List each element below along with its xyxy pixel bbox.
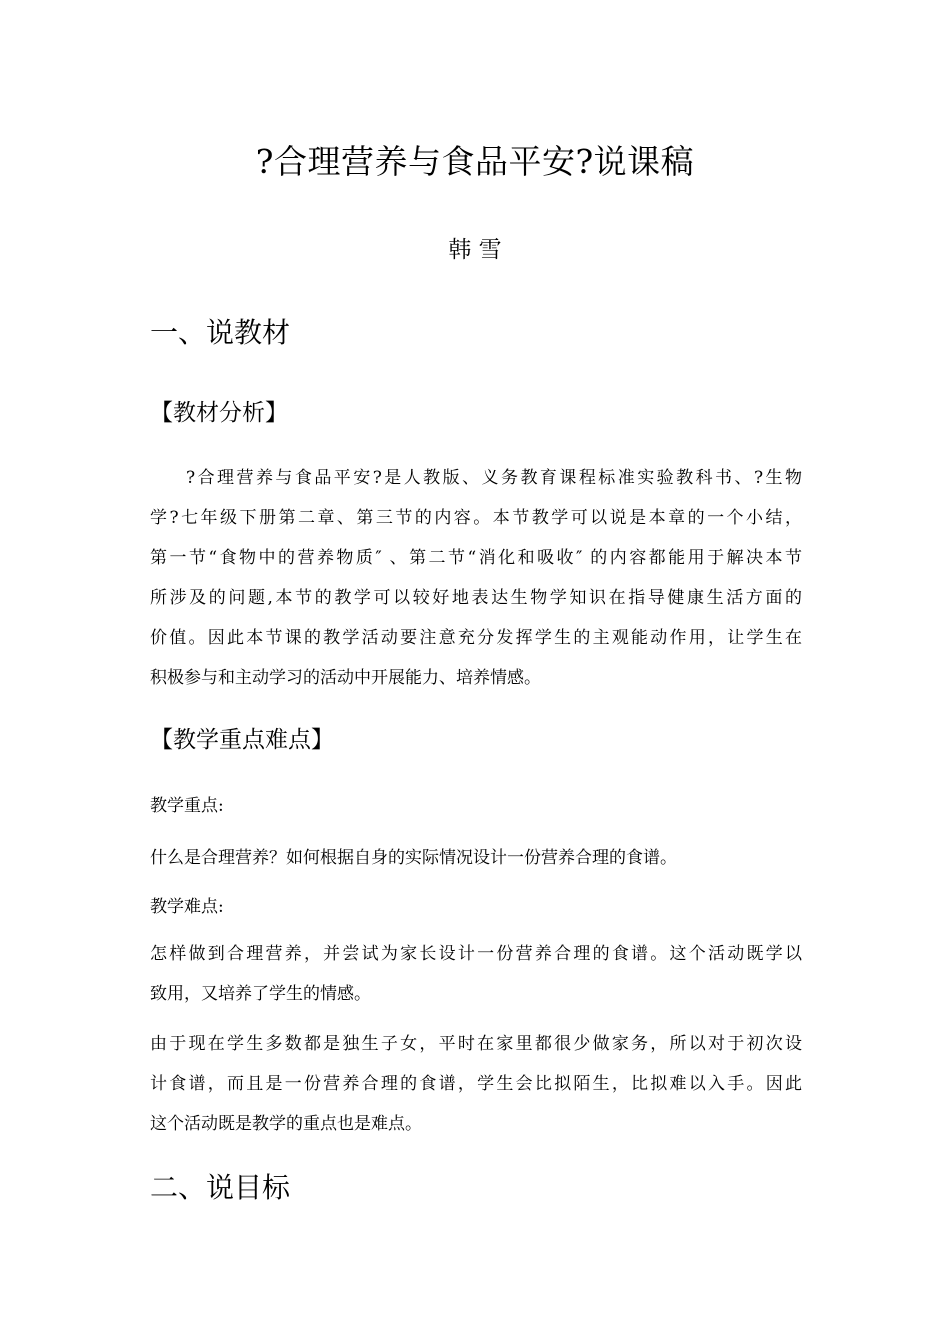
document-author: 韩 雪 (448, 237, 502, 263)
paragraph-line: 学?七年级下册第二章、第三节的内容。本节教学可以说是本章的一个小结， (150, 508, 802, 528)
paragraph-line: ?合理营养与食品平安?是人教版、义务教育课程标准实验教科书、?生物 (186, 468, 802, 488)
paragraph-line: 积极参与和主动学习的活动中开展能力、培养情感。 (150, 668, 541, 688)
document-title: ?合理营养与食品平安?说课稿 (255, 142, 695, 181)
subheading-material-analysis: 【教材分析】 (150, 400, 288, 426)
paragraph-line: 怎样做到合理营养，并尝试为家长设计一份营养合理的食谱。这个活动既学以 (150, 944, 802, 964)
paragraph-line: 这个活动既是教学的重点也是难点。 (150, 1114, 422, 1134)
section-heading-teaching-material: 一、说教材 (150, 316, 291, 349)
reason-paragraph (150, 1024, 802, 1144)
section-heading-objectives: 二、说目标 (150, 1171, 291, 1204)
paragraph-line: 计食谱，而且是一份营养合理的食谱，学生会比拟陌生，比拟难以入手。因此 (150, 1074, 802, 1094)
paragraph-line: 致用，又培养了学生的情感。 (150, 984, 371, 1004)
paragraph-line: 所涉及的问题,本节的教学可以较好地表达生物学知识在指导健康生活方面的 (150, 588, 802, 608)
difficulty-paragraph (150, 934, 802, 1014)
subheading-key-difficult-points: 【教学重点难点】 (150, 727, 334, 753)
difficulty-label: 教学难点: (150, 897, 224, 917)
key-point-label: 教学重点: (150, 796, 224, 816)
material-analysis-paragraph (150, 458, 802, 698)
key-point-text: 什么是合理营养？如何根据自身的实际情况设计一份营养合理的食谱。 (150, 848, 677, 868)
paragraph-line: 由于现在学生多数都是独生子女，平时在家里都很少做家务，所以对于初次设 (150, 1034, 802, 1054)
paragraph-line: 价值。因此本节课的教学活动要注意充分发挥学生的主观能动作用，让学生在 (150, 628, 802, 648)
paragraph-line: 第一节“食物中的营养物质″ 、第二节“消化和吸收″ 的内容都能用于解决本节 (150, 548, 802, 568)
